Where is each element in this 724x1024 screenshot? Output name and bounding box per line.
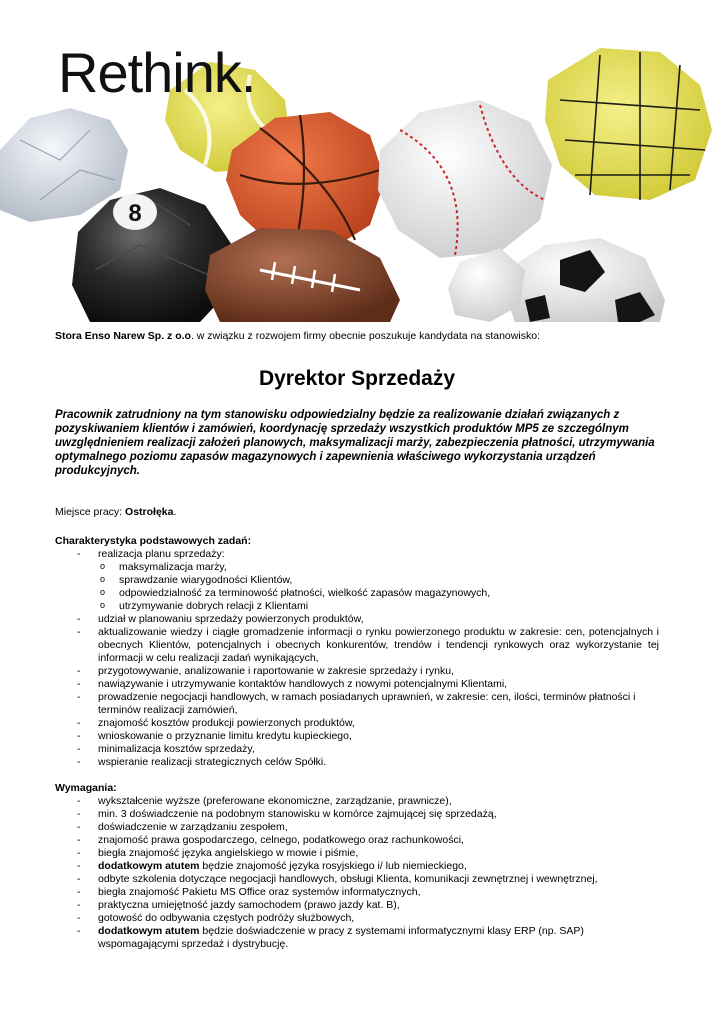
list-item: - min. 3 doświadczenie na podobnym stanowisku w komórce zajmującej się sprzedażą,: [55, 808, 659, 821]
list-item: - dodatkowym atutem będzie doświadczenie w pracy z systemami informatycznymi klasy ERP (np. SAP) wspomagającymi sprzedaż i dystrybucję.: [55, 925, 659, 951]
eight-ball-number: 8: [128, 200, 142, 227]
list-item: - prowadzenie negocjacji handlowych, w ramach posiadanych uprawnień, w zakresie: cen, ilości, terminów płatności i terminów realizacji zamówień,: [55, 691, 659, 717]
company-name: Stora Enso Narew Sp. z o.o: [55, 330, 191, 342]
hero-banner: [0, 0, 724, 322]
list-item: - nawiązywanie i utrzymywanie kontaktów handlowych z nowymi potencjalnymi Klientami,: [55, 678, 659, 691]
list-item: - doświadczenie w zarządzaniu zespołem,: [55, 821, 659, 834]
sub-list-item: o utrzymywanie dobrych relacji z Klientami: [98, 600, 659, 613]
location-label: Miejsce pracy:: [55, 506, 126, 518]
list-item: - wnioskowanie o przyznanie limitu kredytu kupieckiego,: [55, 730, 659, 743]
sub-list: [98, 561, 659, 613]
job-summary: Pracownik zatrudniony na tym stanowisku odpowiedzialny będzie za realizowanie działań związanych z pozyskiwaniem klientów i zamówień, koordynację sprzedaży wszystkich produktów MP5 ze szczególnym uwzględnieniem realizacji założeń planowych, maksymalizacji marży, zabezpieczenia płatności, utrzymywania optymalnego poziomu zapasów magazynowych i zapewnienia właściwego wykorzystania urządzeń produkcyjnych.: [55, 409, 655, 477]
requirements-list: [55, 795, 659, 951]
american-football: [205, 228, 400, 322]
list-item: - przygotowywanie, analizowanie i raportowanie w zakresie sprzedaży i rynku,: [55, 665, 659, 678]
list-item: - minimalizacja kosztów sprzedaży,: [55, 743, 659, 756]
list-item: - realizacja planu sprzedaży: o maksymalizacja marży, o sprawdzanie wiarygodności Klientów, o odpowiedzialność za terminowość płatności, wielkość zapasów magazynowych, o utrzymywanie dobrych relacji z Klientami: [55, 548, 659, 613]
crumpled-yellow-paper: [545, 48, 712, 200]
list-item: - udział w planowaniu sprzedaży powierzonych produktów,: [55, 613, 659, 626]
sub-list-item: o maksymalizacja marży,: [98, 561, 659, 574]
sub-list-item: o odpowiedzialność za terminowość płatności, wielkość zapasów magazynowych,: [98, 587, 659, 600]
tasks-heading: Charakterystyka podstawowych zadań:: [55, 535, 252, 547]
job-title: Dyrektor Sprzedaży: [258, 367, 456, 390]
list-item: - praktyczna umiejętność jazdy samochodem (prawo jazdy kat. B),: [55, 899, 659, 912]
job-posting: [55, 330, 659, 951]
list-item: - biegła znajomość Pakietu MS Office oraz systemów informatycznych,: [55, 886, 659, 899]
location-value: Ostrołęka: [125, 506, 174, 518]
intro-text: . w związku z rozwojem firmy obecnie poszukuje kandydata na stanowisko:: [190, 330, 540, 342]
rethink-logo: Rethink.: [58, 41, 256, 104]
requirements-heading: Wymagania:: [55, 782, 117, 794]
list-item: - odbyte szkolenia dotyczące negocjacji handlowych, obsługi Klienta, komunikacji zewnętrznej i wewnętrznej,: [55, 873, 659, 886]
list-item: - wykształcenie wyższe (preferowane ekonomiczne, zarządzanie, prawnicze),: [55, 795, 659, 808]
list-item: - dodatkowym atutem będzie znajomość języka rosyjskiego i/ lub niemieckiego,: [55, 860, 659, 873]
work-location: Miejsce pracy: Ostrołęka.: [55, 506, 177, 518]
intro-line: [55, 330, 659, 343]
sub-list-item: o sprawdzanie wiarygodności Klientów,: [98, 574, 659, 587]
list-item: - aktualizowanie wiedzy i ciągłe gromadzenie informacji o rynku powierzonego produktu w zakresie: cen, potencjalnych i obecnych Klientów, potencjalnych i obecnych konkurentów, trendów i tendencji rynkowych oraz wykorzystanie tej informacji w celu realizacji zadań wynikających,: [55, 626, 659, 665]
tasks-list: [55, 548, 659, 769]
list-item: - wspieranie realizacji strategicznych celów Spółki.: [55, 756, 659, 769]
list-item: - biegła znajomość języka angielskiego w mowie i piśmie,: [55, 847, 659, 860]
baseball: [378, 100, 552, 258]
list-item: - gotowość do odbywania częstych podróży służbowych,: [55, 912, 659, 925]
list-item: - znajomość prawa gospodarczego, celnego, podatkowego oraz rachunkowości,: [55, 834, 659, 847]
list-item: - znajomość kosztów produkcji powierzonych produktów,: [55, 717, 659, 730]
